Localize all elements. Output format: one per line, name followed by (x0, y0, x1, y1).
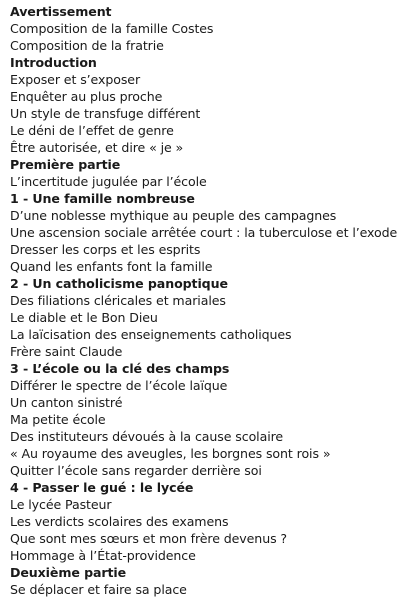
toc-entry[interactable]: Différer le spectre de l’école laïque (10, 378, 228, 393)
toc-entry[interactable]: Des filiations cléricales et mariales (10, 293, 226, 308)
toc-entry[interactable]: Le lycée Pasteur (10, 497, 112, 512)
toc-entry[interactable]: Une ascension sociale arrêtée court : la tuberculose et l’exode (10, 225, 398, 240)
toc-heading[interactable]: Introduction (10, 55, 97, 70)
toc-entry[interactable]: Se déplacer et faire sa place (10, 582, 187, 597)
toc-entry[interactable]: Que sont mes sœurs et mon frère devenus ? (10, 531, 288, 546)
toc-entry[interactable]: D’une noblesse mythique au peuple des campagnes (10, 208, 337, 223)
toc-heading[interactable]: 1 - Une famille nombreuse (10, 191, 195, 206)
toc-entry[interactable]: Un style de transfuge différent (10, 106, 201, 121)
toc-entry[interactable]: Ma petite école (10, 412, 106, 427)
toc-entry[interactable]: Enquêter au plus proche (10, 89, 163, 104)
toc-entry[interactable]: L’incertitude jugulée par l’école (10, 174, 207, 189)
toc-entry[interactable]: Être autorisée, et dire « je » (10, 140, 184, 155)
toc-entry[interactable]: « Au royaume des aveugles, les borgnes sont rois » (10, 446, 331, 461)
toc-entry[interactable]: Composition de la fratrie (10, 38, 164, 53)
toc-heading[interactable]: 3 - L’école ou la clé des champs (10, 361, 230, 376)
toc-heading[interactable]: Première partie (10, 157, 121, 172)
toc-heading[interactable]: Deuxième partie (10, 565, 127, 580)
toc-entry[interactable]: Les verdicts scolaires des examens (10, 514, 229, 529)
toc-entry[interactable]: Hommage à l’État-providence (10, 548, 196, 563)
toc-entry[interactable]: Des instituteurs dévoués à la cause scolaire (10, 429, 284, 444)
toc-entry[interactable]: Quand les enfants font la famille (10, 259, 213, 274)
toc-entry[interactable]: Composition de la famille Costes (10, 21, 214, 36)
toc-heading[interactable]: 2 - Un catholicisme panoptique (10, 276, 228, 291)
toc-entry[interactable]: Exposer et s’exposer (10, 72, 141, 87)
toc-entry[interactable]: Le déni de l’effet de genre (10, 123, 174, 138)
toc-entry[interactable]: Quitter l’école sans regarder derrière soi (10, 463, 262, 478)
toc-heading[interactable]: 4 - Passer le gué : le lycée (10, 480, 194, 495)
toc-heading[interactable]: Avertissement (10, 4, 112, 19)
toc-entry[interactable]: Un canton sinistré (10, 395, 123, 410)
toc-entry[interactable]: Le diable et le Bon Dieu (10, 310, 158, 325)
toc-entry[interactable]: La laïcisation des enseignements catholiques (10, 327, 292, 342)
toc-entry[interactable]: Frère saint Claude (10, 344, 123, 359)
toc-entry[interactable]: Dresser les corps et les esprits (10, 242, 201, 257)
